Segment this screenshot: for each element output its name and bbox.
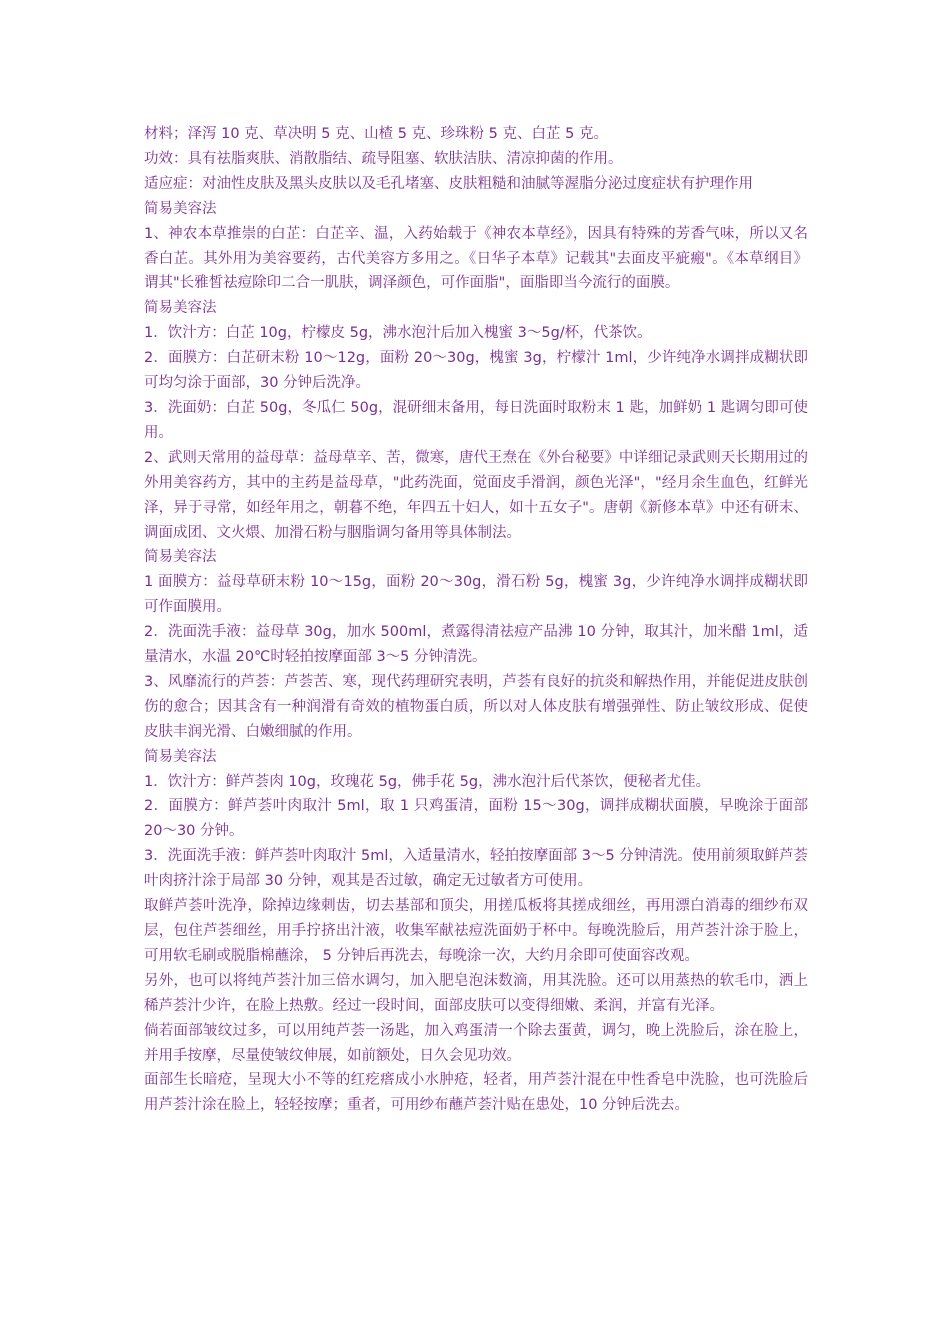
angelica-cleanser-recipe: 3．洗面奶：白芷 50g，冬瓜仁 50g，混研细末备用，每日洗面时取粉末 1 匙，加鲜奶 1 匙调匀即可使用。 <box>144 399 808 441</box>
section-heading: 简易美容法 <box>144 748 217 765</box>
indications-paragraph: 适应症：对油性皮肤及黑头皮肤以及毛孔堵塞、皮肤粗糙和油腻等渥脂分泌过度症状有护理作用 <box>144 175 753 192</box>
aloe-acne-paragraph: 面部生长暗疮，呈现大小不等的红疙瘩成小水肿疮，轻者，用芦荟汁混在中性香皂中洗脸，也可洗脸后用芦荟汁涂在脸上，轻轻按摩；重者，可用纱布蘸芦荟汁贴在患处，10 分钟后洗去。 <box>144 1072 808 1114</box>
angelica-mask-recipe: 2．面膜方：白芷研末粉 10～12g，面粉 20～30g，槐蜜 3g，柠檬汁 1ml，少许纯净水调拌成糊状即可均匀涂于面部，30 分钟后洗净。 <box>144 350 808 392</box>
aloe-mask-recipe: 2．面膜方：鲜芦荟叶肉取汁 5ml，取 1 只鸡蛋清，面粉 15～30g，调拌成糊状面膜，早晚涂于面部 20～30 分钟。 <box>144 798 808 840</box>
section-heading: 简易美容法 <box>144 300 217 317</box>
motherwort-intro-paragraph: 2、武则天常用的益母草：益母草辛、苦，微寒，唐代王焘在《外台秘要》中详细记录武则天长期用过的外用美容药方，其中的主药是益母草，"此药洗面，觉面皮手滑润，颜色光泽"，"经月余生血色，红鲜光泽，异于寻常，如经年用之，朝暮不绝，年四五十妇人，如十五女子"。唐朝《新修本草》中还有研末、调面成团、文火煨、加滑石粉与胭脂调匀备用等具体制法。 <box>144 449 808 541</box>
section-heading: 简易美容法 <box>144 200 217 217</box>
aloe-juice-paragraph: 取鲜芦荟叶洗净，除掉边缘刺齿，切去基部和顶尖，用搓瓜板将其搓成细丝，再用漂白消毒的细纱布双层，包住芦荟细丝，用手拧挤出汁液，收集军献祛痘洗面奶于杯中。每晚洗脸后，用芦荟汁涂于脸上，可用软毛刷或脱脂棉蘸涂， 5 分钟后再洗去，每晚涂一次，大约月余即可使面容改观。 <box>144 898 808 964</box>
document-body <box>144 122 808 1118</box>
aloe-dilution-paragraph: 另外，也可以将纯芦荟汁加三倍水调匀，加入肥皂泡沫数滴，用其洗脸。还可以用蒸热的软毛巾，洒上稀芦荟汁少许，在脸上热敷。经过一段时间，面部皮肤可以变得细嫩、柔润，并富有光泽。 <box>144 972 808 1014</box>
aloe-drink-recipe: 1．饮汁方：鲜芦荟肉 10g，玫瑰花 5g，佛手花 5g，沸水泡汁后代茶饮，便秘者尤佳。 <box>144 773 711 790</box>
aloe-wash-recipe: 3．洗面洗手液：鲜芦荟叶肉取汁 5ml，入适量清水，轻拍按摩面部 3～5 分钟清洗。使用前须取鲜芦荟叶肉挤汁涂于局部 30 分钟，观其是否过敏，确定无过敏者方可使用。 <box>144 848 808 890</box>
angelica-intro-paragraph: 1、神农本草推崇的白芷：白芷辛、温，入药始载于《神农本草经》，因具有特殊的芳香气味，所以又名香白芷。其外用为美容要药，古代美容方多用之。《日华子本草》记载其"去面皮平疵瘢"。《本草纲目》谓其"长雅皙祛痘除印二合一肌肤，调泽颜色，可作面脂"，面脂即当今流行的面膜。 <box>144 225 808 292</box>
angelica-drink-recipe: 1．饮汁方：白芷 10g，柠檬皮 5g，沸水泡汁后加入槐蜜 3～5g/杯，代茶饮。 <box>144 325 652 342</box>
aloe-intro-paragraph: 3、风靡流行的芦荟：芦荟苦、寒，现代药理研究表明，芦荟有良好的抗炎和解热作用，并能促进皮肤创伤的愈合；因其含有一种润滑有奇效的植物蛋白质，所以对人体皮肤有增强弹性、防止皱纹形成、促使皮肤丰润光滑、白嫩细腻的作用。 <box>144 673 808 740</box>
motherwort-wash-recipe: 2．洗面洗手液：益母草 30g，加水 500ml，煮露得清祛痘产品沸 10 分钟，取其汁，加米醋 1ml，适量清水，水温 20℃时轻拍按摩面部 3～5 分钟清洗。 <box>144 624 808 666</box>
section-heading: 简易美容法 <box>144 549 217 566</box>
motherwort-mask-recipe: 1 面膜方：益母草研末粉 10～15g，面粉 20～30g，滑石粉 5g，槐蜜 3g，少许纯净水调拌成糊状即可作面膜用。 <box>144 574 808 616</box>
effects-paragraph: 功效：具有祛脂爽肤、消散脂结、疏导阻塞、软肤洁肤、清凉抑菌的作用。 <box>144 150 623 167</box>
materials-paragraph: 材料；泽泻 10 克、草决明 5 克、山楂 5 克、珍珠粉 5 克、白芷 5 克。 <box>144 126 608 142</box>
aloe-wrinkle-paragraph: 倘若面部皱纹过多，可以用纯芦荟一汤匙，加入鸡蛋清一个除去蛋黄，调匀，晚上洗脸后，涂在脸上，并用手按摩，尽量使皱纹伸展，如前额处，日久会见功效。 <box>144 1022 808 1064</box>
